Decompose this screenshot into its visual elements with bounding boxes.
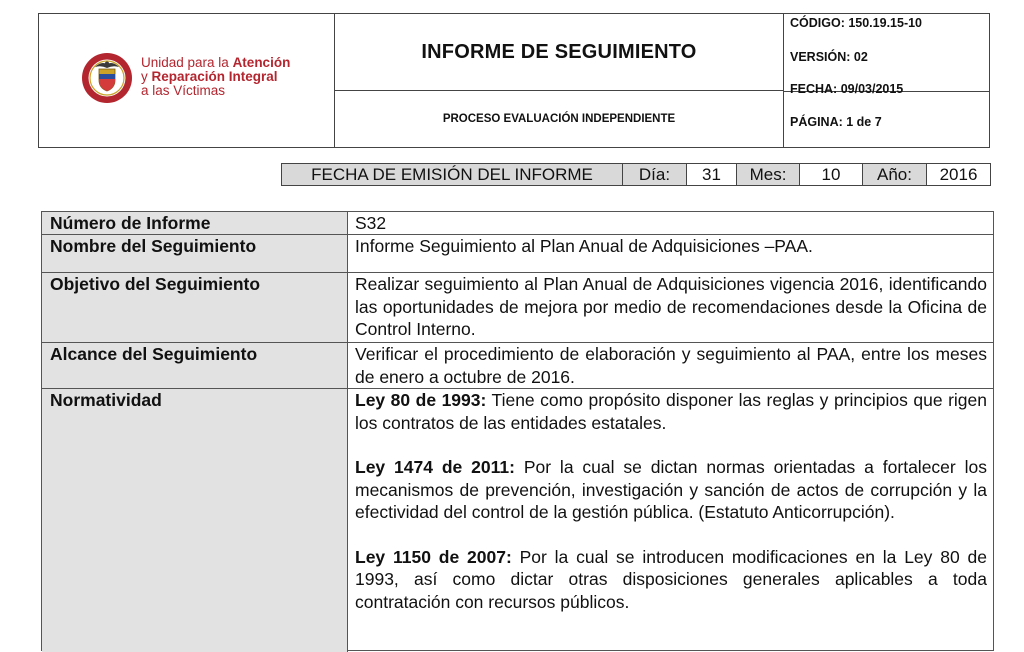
logo-line2-bold: Reparación Integral [151,69,278,84]
pagina: PÁGINA: 1 de 7 [790,115,882,129]
month-value: 10 [800,164,863,185]
report-info-table [41,211,994,651]
alcance-label: Alcance del Seguimiento [42,343,348,388]
row-normatividad [42,389,993,652]
document-meta [784,14,989,147]
title-cell [335,14,784,91]
normatividad-label: Normatividad [42,389,348,652]
objetivo-label: Objetivo del Seguimiento [42,273,348,342]
row-alcance [42,343,993,389]
nombre-label: Nombre del Seguimiento [42,235,348,272]
numero-value: S32 [355,213,387,233]
document-header [38,13,990,148]
day-label: Día: [623,164,687,185]
row-objetivo [42,273,993,343]
year-value: 2016 [939,164,978,184]
fecha: FECHA: 09/03/2015 [790,82,904,96]
day-value: 31 [687,164,737,185]
norma-item [355,389,987,434]
emission-date-bar [281,163,991,186]
row-nombre [42,235,993,273]
alcance-value: Verificar el procedimiento de elaboración y seguimiento al PAA, entre los meses de enero a octubre de 2016. [355,344,987,387]
logo-line1-bold: Atención [232,55,291,70]
process-cell [335,91,784,147]
document-title: INFORME DE SEGUIMIENTO [421,40,697,63]
codigo: CÓDIGO: 150.19.15-10 [790,16,923,30]
logo-line2-normal: y [141,69,152,84]
nombre-value: Informe Seguimiento al Plan Anual de Adquisiciones –PAA. [355,236,813,256]
coat-of-arms-icon [81,52,133,104]
year-label: Año: [863,164,927,185]
norma-texto: Por la cual se introducen modificaciones en la Ley 80 de 1993, así como dictar otras disposiciones generales aplicables a toda contratación con recursos públicos. [355,546,987,612]
norma-texto: Por la cual se dictan normas orientadas a fortalecer los mecanismos de prevención, investigación y sanción de actos de corrupción y la efectividad del control de la gestión pública. (Estatuto Anticorrupción). [355,457,987,522]
row-numero [42,212,993,235]
norma-item [355,546,987,614]
normatividad-value [348,389,993,613]
logo-line1-normal: Unidad para la [141,55,233,70]
logo-line3: a las Víctimas [141,83,226,98]
norma-item [355,456,987,524]
numero-label: Número de Informe [42,212,348,234]
norma-ley: Ley 80 de 1993: [355,390,487,410]
objetivo-value: Realizar seguimiento al Plan Anual de Adquisiciones vigencia 2016, identificando las oportunidades de mejora por medio de recomendaciones desde la Oficina de Control Interno. [355,274,987,339]
month-label: Mes: [737,164,800,185]
norma-ley: Ley 1150 de 2007: [355,546,512,567]
process-name: PROCESO EVALUACIÓN INDEPENDIENTE [442,113,676,125]
norma-ley: Ley 1474 de 2011: [355,457,515,477]
emission-label: FECHA DE EMISIÓN DEL INFORME [282,164,623,185]
logo-cell [39,14,335,147]
norma-texto: Tiene como propósito disponer las reglas y principios que rigen los contratos de las entidades estatales. [355,390,987,433]
logo-wordmark [141,56,290,98]
version: VERSIÓN: 02 [790,50,868,64]
